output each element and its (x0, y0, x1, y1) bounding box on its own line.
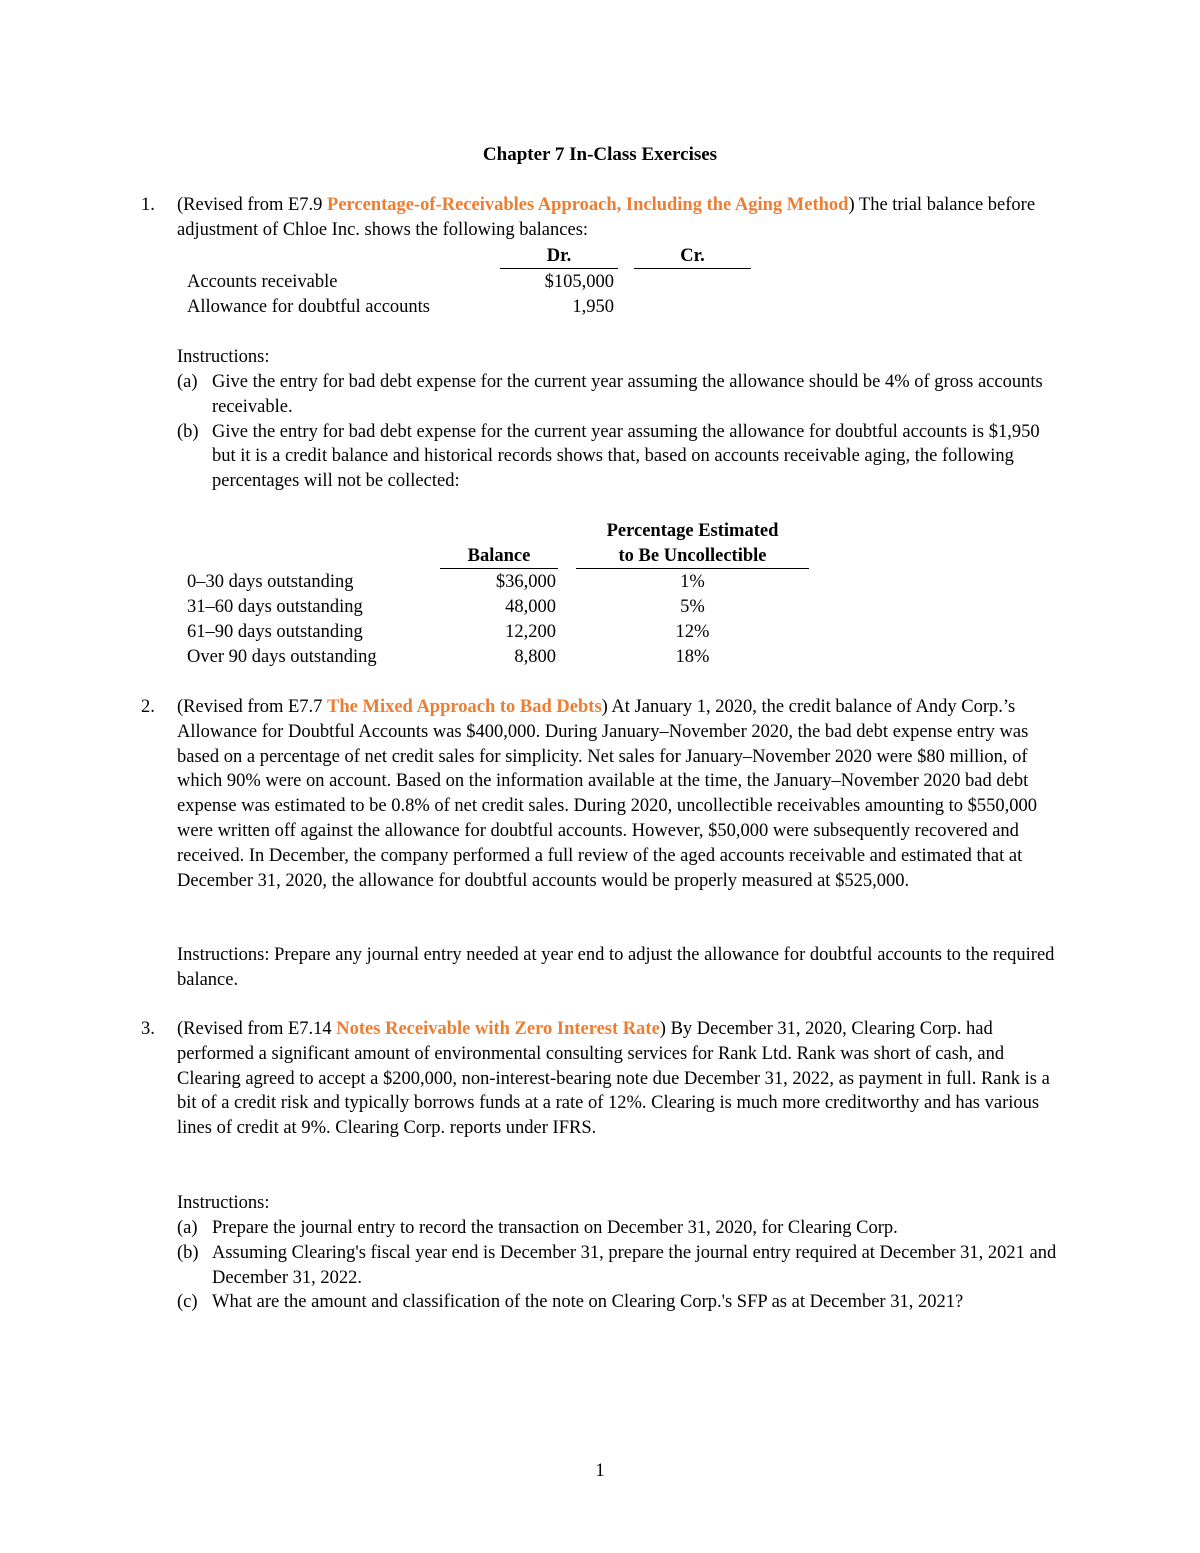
question-3-instruction-list (177, 1216, 1062, 1315)
instruction-item (177, 370, 1062, 420)
tb-row-account: Allowance for doubtful accounts (187, 297, 430, 317)
question-3-topic: Notes Receivable with Zero Interest Rate (336, 1019, 660, 1039)
aging-row-label: 61–90 days outstanding (187, 622, 363, 642)
aging-pct-underline (576, 568, 809, 569)
instruction-text: Give the entry for bad debt expense for the current year assuming the allowance for doubtful accounts is $1,950 but it is a credit balance and historical records shows that, based on accounts receivable aging, the following percentages will not be collected: (212, 421, 1040, 492)
aging-row-pct: 18% (675, 647, 710, 667)
instruction-label: (c) (177, 1292, 198, 1313)
tb-dr-underline (500, 268, 618, 269)
aging-pct-header-line1: Percentage Estimated (606, 521, 779, 541)
tb-row-dr: 1,950 (572, 297, 614, 317)
instruction-label: (b) (177, 421, 199, 442)
instruction-item (177, 420, 1062, 494)
instruction-item (177, 1290, 1062, 1315)
question-2-text: ) At January 1, 2020, the credit balance of Andy Corp.’s Allowance for Doubtful Accounts was $400,000. During January–November 2020, the bad debt expense entry was based on a percentage of net credit sales for simplicity. Net sales for January–November 2020 were $80 million, of which 90% were on account. Based on the information available at the time, the January–November 2020 bad debt expense was estimated to be 0.8% of net credit sales. During 2020, uncollectible receivables amounting to $550,000 were written off against the allowance for doubtful accounts. However, $50,000 were subsequently recovered and received. In December, the company performed a full review of the aged accounts receivable and estimated that at December 31, 2020, the allowance for doubtful accounts would be properly measured at $525,000. (177, 697, 1038, 891)
aging-row-balance: 12,200 (505, 622, 556, 642)
question-3-text: ) By December 31, 2020, Clearing Corp. had performed a significant amount of environmental consulting services for Rank Ltd. Rank was short of cash, and Clearing agreed to accept a $200,000, non-interest-bearing note due December 31, 2022, as payment in full. Rank is a bit of a credit risk and typically borrows funds at a rate of 12%. Clearing is much more creditworthy and has various lines of credit at 9%. Clearing Corp. reports under IFRS. (177, 1019, 1050, 1139)
instruction-text: Prepare the journal entry to record the transaction on December 31, 2020, for Clearing Corp. (212, 1218, 898, 1238)
instruction-text: Give the entry for bad debt expense for the current year assuming the allowance should be 4% of gross accounts receivable. (212, 372, 1043, 417)
tb-cr-header: Cr. (680, 246, 705, 266)
aging-balance-header: Balance (467, 546, 531, 566)
tb-dr-header: Dr. (546, 246, 572, 266)
page-number: 1 (595, 1461, 605, 1481)
aging-row-label: Over 90 days outstanding (187, 647, 377, 667)
question-1-instructions-label: Instructions: (177, 347, 270, 367)
instruction-label: (a) (177, 1218, 198, 1238)
instruction-text: What are the amount and classification of the note on Clearing Corp.'s SFP as at December 31, 2021? (212, 1292, 964, 1313)
question-1-prefix: (Revised from E7.9 (177, 195, 328, 215)
question-1-text: ) The trial balance before adjustment of Chloe Inc. shows the following balances: (177, 195, 1036, 240)
aging-balance-underline (440, 568, 558, 569)
aging-row-pct: 1% (680, 572, 705, 592)
tb-cr-underline (634, 268, 751, 269)
aging-row-pct: 12% (675, 622, 710, 642)
aging-row-balance: 48,000 (505, 597, 556, 617)
question-1-topic: Percentage-of-Receivables Approach, Including the Aging Method (327, 195, 849, 215)
question-3-body (177, 1017, 1062, 1141)
instruction-label: (a) (177, 372, 198, 392)
question-3-number: 3. (141, 1019, 155, 1039)
instruction-label: (b) (177, 1242, 199, 1263)
instruction-item (177, 1241, 1062, 1291)
question-2-number: 2. (141, 697, 155, 717)
question-2-body (177, 695, 1062, 893)
aging-pct-header-line2: to Be Uncollectible (618, 546, 767, 566)
aging-row-label: 0–30 days outstanding (187, 572, 354, 592)
question-1-instruction-list (177, 370, 1062, 494)
question-3-instructions-label: Instructions: (177, 1193, 270, 1213)
aging-row-label: 31–60 days outstanding (187, 597, 363, 617)
aging-row-pct: 5% (680, 597, 705, 617)
instruction-item (177, 1216, 1062, 1241)
question-2-topic: The Mixed Approach to Bad Debts (327, 697, 602, 717)
page-title: Chapter 7 In-Class Exercises (482, 144, 718, 165)
question-2-instructions: Instructions: Prepare any journal entry needed at year end to adjust the allowance for doubtful accounts to the required balance. (177, 945, 1055, 990)
question-1-intro (177, 193, 1062, 243)
aging-row-balance: $36,000 (495, 572, 556, 592)
instruction-text: Assuming Clearing's fiscal year end is December 31, prepare the journal entry required at December 31, 2021 and December 31, 2022. (212, 1242, 1057, 1288)
tb-row-account: Accounts receivable (187, 272, 338, 292)
question-1-number: 1. (141, 195, 155, 215)
aging-row-balance: 8,800 (514, 647, 556, 667)
tb-row-dr: $105,000 (544, 272, 614, 292)
question-3-prefix: (Revised from E7.14 (177, 1019, 337, 1039)
question-2-prefix: (Revised from E7.7 (177, 697, 328, 717)
